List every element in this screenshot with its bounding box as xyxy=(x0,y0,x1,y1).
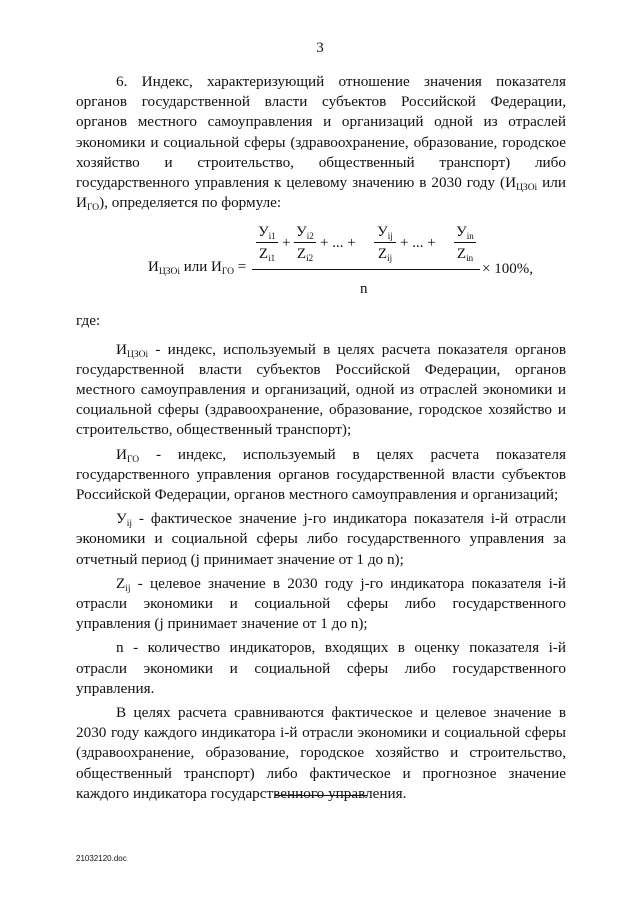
paragraph-6: 6. Индекс, характеризующий отношение значения показателя органов государственной власти субъектов Российской Федерации, органов местного самоуправления и организаций одной из отраслей экономики и социальной сферы (здравоохранение, образование, городское хозяйство и строительство, общественный транспорт) либо государственного управления к целевому значению в 2030 году ($И_{ЦЗОi}$ или $И_{ГО}$), определяется по формуле: xyxy=(76,73,566,214)
page-number: 3 xyxy=(316,40,324,56)
main-fraction-bar xyxy=(252,269,480,270)
index-formula xyxy=(76,217,566,303)
ratio-2: $У_{i2}$ $Z_{i2}$ xyxy=(294,223,316,263)
footer-doc-code: 21032120.doc xyxy=(76,854,127,863)
plus-sign: + xyxy=(282,235,291,252)
percent-suffix: × 100%, xyxy=(482,261,533,278)
paragraph-comparison: В целях расчета сравниваются фактическое и целевое значение в 2030 году каждого индикатора i-й отрасли экономики и социальной сферы (здравоохранение, образование, городское хозяйство и строительство, общественный транспорт) либо фактическое и прогнозное значение каждого индикатора государственного управления. xyxy=(76,704,566,802)
document-body xyxy=(76,72,566,804)
formula-lhs: $И_{ЦЗОi}$ или $И_{ГО}$ = xyxy=(148,259,247,278)
where-label: где: xyxy=(76,312,101,330)
ratio-n: $У_{in}$ $Z_{in}$ xyxy=(454,223,476,263)
definition-index-go: $И_{ГО}$ - индекс, используемый в целях расчета показателя государственного управления органов государственной власти субъектов Российской Федерации, органов местного самоуправления и организаций; xyxy=(76,445,566,504)
end-divider-line xyxy=(275,795,367,796)
plus-ellipsis: + ... + xyxy=(400,235,436,252)
ratio-j: $У_{ij}$ $Z_{ij}$ xyxy=(374,223,396,263)
definition-n: n - количество индикаторов, входящих в оценку показателя i-й отрасли экономики и социальной сферы либо государственного управления. xyxy=(76,639,566,697)
ratio-1: $У_{i1}$ $Z_{i1}$ xyxy=(256,223,278,263)
definition-target-value: $Z_{ij}$ - целевое значение в 2030 году j-го индикатора показателя i-й отрасли экономики и социальной сферы либо государственного управления (j принимает значение от 1 до n); xyxy=(76,574,566,633)
plus-ellipsis: + ... + xyxy=(320,235,356,252)
definition-index-czo: $И_{ЦЗОi}$ - индекс, используемый в целях расчета показателя органов государственной власти субъектов Российской Федерации, органов местного самоуправления и организаций, одной из отраслей экономики и социальной сферы (здравоохранение, образование, городское хозяйство и строительство, общественный транспорт); xyxy=(76,340,566,439)
definition-actual-value: $У_{ij}$ - фактическое значение j-го индикатора показателя i-й отрасли экономики и социальной сферы либо государственного управления за отчетный период (j принимает значение от 1 до n); xyxy=(76,510,566,568)
denominator-n: n xyxy=(360,281,368,298)
